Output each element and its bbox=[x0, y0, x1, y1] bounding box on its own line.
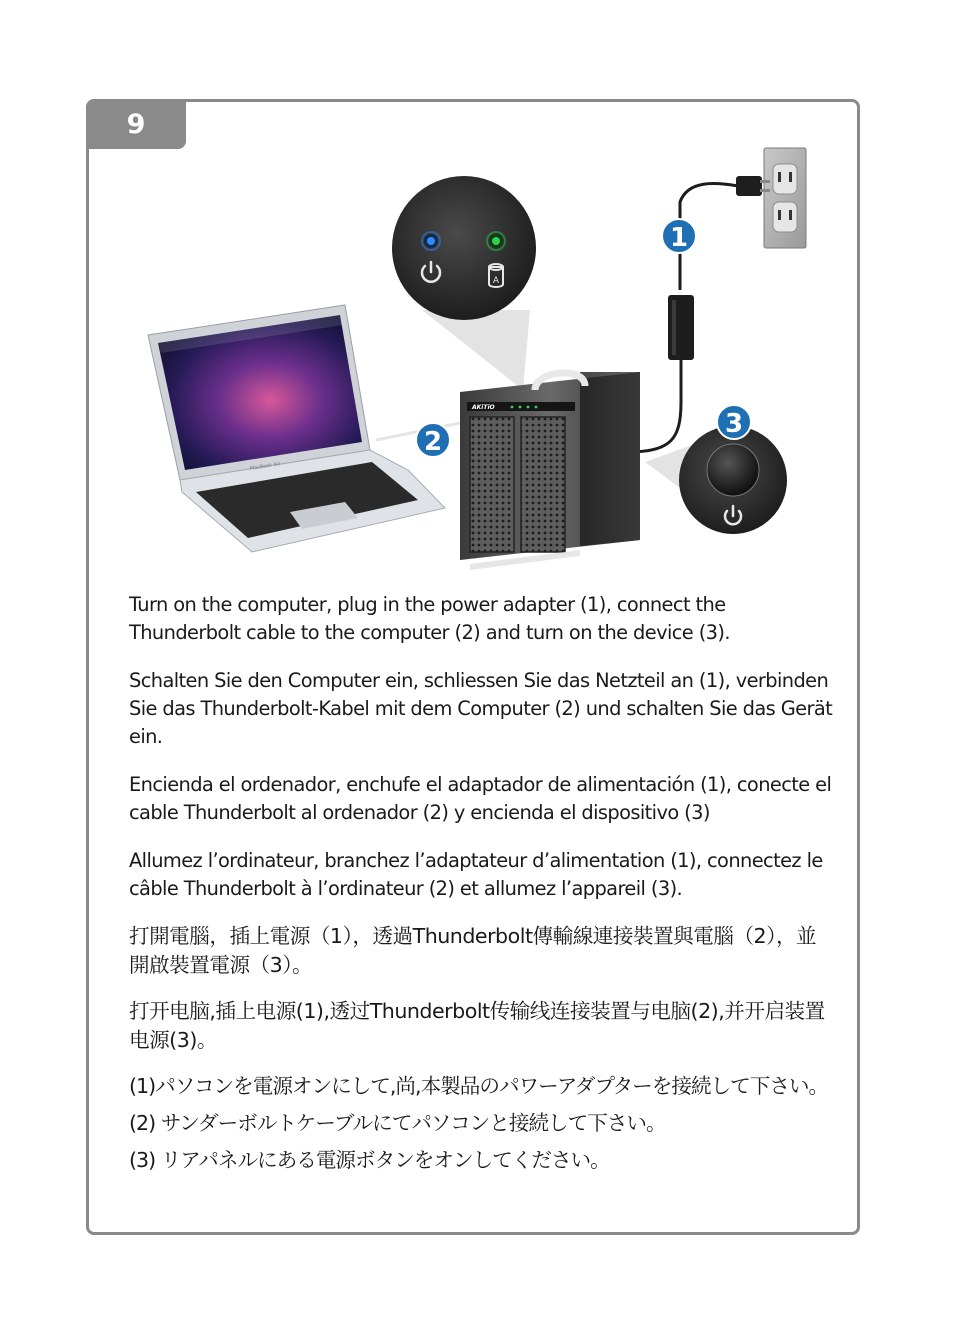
power-adapter bbox=[634, 295, 694, 452]
power-button-zoom-view bbox=[679, 426, 787, 534]
instruction-zh-cn: 打开电脑,插上电源(1),透过Thunderbolt传输线连接装置与电脑(2),并开启装置电源(3)。 bbox=[129, 999, 825, 1052]
instruction-fr: Allumez l’ordinateur, branchez l’adaptateur d’alimentation (1), connectez le câble Thunderbolt à l’ordinateur (2) et allumez l’appareil (3). bbox=[129, 849, 823, 900]
svg-text:3: 3 bbox=[724, 409, 744, 439]
callout-1 bbox=[662, 219, 696, 253]
instruction-ja-line-1: (1)パソコンを電源オンにして,尚,本製品のパワーアダプターを接続して下さい。 bbox=[129, 1074, 829, 1098]
page-number-tab: 9 bbox=[86, 99, 186, 149]
wall-outlet bbox=[764, 148, 806, 248]
storage-enclosure bbox=[460, 372, 640, 570]
instruction-ja bbox=[129, 1068, 834, 1179]
led-zoom-view bbox=[392, 176, 536, 320]
svg-text:A: A bbox=[492, 276, 500, 286]
callout-2 bbox=[416, 423, 450, 457]
led-zoom-cone bbox=[422, 310, 530, 390]
setup-illustration bbox=[140, 140, 820, 580]
callout-3 bbox=[717, 405, 751, 439]
instruction-zh-tw: 打開電腦，插上電源（1），透過Thunderbolt傳輸線連接裝置與電腦（2），並開啟裝置電源（3）。 bbox=[129, 924, 817, 977]
instruction-en: Turn on the computer, plug in the power adapter (1), connect the Thunderbolt cable to the computer (2) and turn on the device (3). bbox=[129, 593, 730, 644]
instruction-ja-line-2: (2) サンダーボルトケーブルにてパソコンと接続して下さい。 bbox=[129, 1111, 666, 1135]
instruction-ja-line-3: (3) リアパネルにある電源ボタンをオンしてください。 bbox=[129, 1148, 610, 1172]
laptop bbox=[148, 305, 445, 552]
svg-text:1: 1 bbox=[669, 223, 689, 253]
instruction-de: Schalten Sie den Computer ein, schliessen Sie das Netzteil an (1), verbinden Sie das Thunderbolt-Kabel mit dem Computer (2) und schalten Sie das Gerät ein. bbox=[129, 669, 833, 748]
svg-text:2: 2 bbox=[423, 427, 443, 457]
device-brand: AKiTiO bbox=[472, 404, 495, 411]
laptop-label: MacBook Air bbox=[249, 461, 281, 472]
instruction-es: Encienda el ordenador, enchufe el adaptador de alimentación (1), conecte el cable Thunderbolt al ordenador (2) y encienda el dispositivo (3) bbox=[129, 773, 832, 824]
